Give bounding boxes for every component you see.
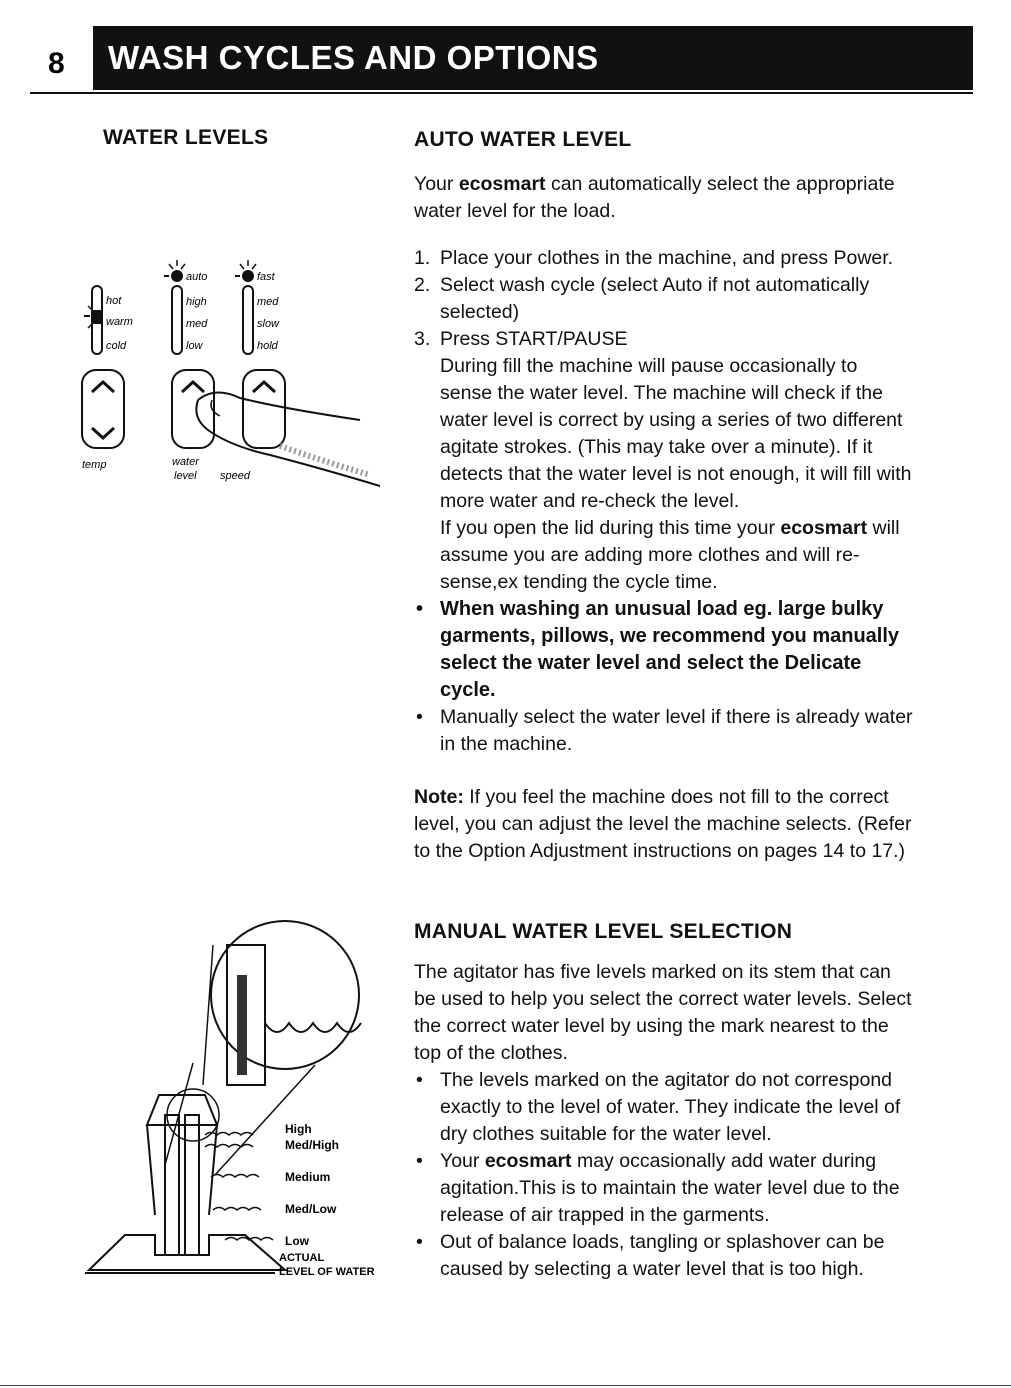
speed-option-slow: slow: [257, 318, 280, 330]
list-item: [414, 596, 914, 704]
magnified-view: [211, 921, 359, 1069]
header-rule: [30, 92, 973, 94]
caption-level-of-water: LEVEL OF WATER: [279, 1266, 375, 1278]
auto-steps-list: [414, 245, 914, 353]
bullet-dot: •: [416, 1231, 423, 1253]
page-title: WASH CYCLES AND OPTIONS: [108, 39, 599, 76]
page-number: 8: [48, 47, 65, 80]
level-label-low: Low: [285, 1234, 309, 1248]
bullet-text-before: Your: [440, 1150, 485, 1172]
temp-button: [82, 370, 124, 448]
temp-indicator: [84, 286, 133, 354]
list-item: [414, 1067, 914, 1148]
step-number: 3.: [414, 328, 431, 350]
lid-note-before: If you open the lid during this time your: [440, 517, 781, 539]
manual-bullets: [414, 1067, 914, 1283]
auto-intro: [414, 171, 914, 225]
step3-detail: During fill the machine will pause occasionally to sense the water level. The machine will check if the water level is correct by using a series of two different agitate strokes. (This may take over a minute). If it detects that the water level is not enough, it will fill with more water and re-check the level.: [440, 355, 912, 512]
auto-bullets: [414, 596, 914, 758]
note-section: [414, 784, 914, 865]
water-label-line2: level: [174, 470, 197, 482]
brand-name: ecosmart: [458, 173, 546, 195]
bullet-dot: •: [416, 598, 424, 620]
speed-label: speed: [220, 470, 250, 482]
temp-option-hot: hot: [106, 295, 122, 307]
level-label-high: High: [285, 1122, 312, 1136]
level-label-med-high: Med/High: [285, 1138, 339, 1152]
auto-intro-before: Your: [414, 173, 459, 195]
bottom-rule: [0, 1385, 1011, 1386]
list-item: [414, 1229, 914, 1283]
note-text: If you feel the machine does not fill to the correct level, you can adjust the level the machine selects. (Refer to the Option Adjustment instructions on pages 14 to 17.): [414, 786, 912, 862]
temp-option-warm: warm: [106, 316, 133, 328]
bullet-dot: •: [416, 1069, 423, 1091]
note-label: Note:: [414, 786, 464, 808]
water-option-auto: auto: [186, 271, 208, 283]
step-number: 1.: [414, 247, 431, 269]
speed-button: [243, 370, 285, 448]
auto-water-level-heading: AUTO WATER LEVEL: [414, 128, 632, 151]
bullet-text: The levels marked on the agitator do not correspond exactly to the level of water. They indicate the level of dry clothes suitable for the water level.: [440, 1069, 901, 1145]
manual-intro: The agitator has five levels marked on its stem that can be used to help you select the correct water levels. Select the correct water level by using the mark nearest to the top of the clothes.: [414, 961, 912, 1064]
brand-name: ecosmart: [484, 1150, 572, 1172]
level-label-med-low: Med/Low: [285, 1202, 337, 1216]
bullet-text: Manually select the water level if there is already water in the machine.: [440, 706, 913, 755]
step-text: Select wash cycle (select Auto if not automatically selected): [440, 274, 870, 323]
list-item: [414, 704, 914, 758]
auto-water-level-section: [414, 126, 914, 758]
temp-option-cold: cold: [106, 340, 127, 352]
step-text: Place your clothes in the machine, and press Power.: [440, 247, 894, 269]
water-levels-heading: WATER LEVELS: [103, 126, 269, 149]
bullet-text: Out of balance loads, tangling or splashover can be caused by selecting a water level that is too high.: [440, 1231, 885, 1280]
bullet-dot: •: [416, 706, 423, 728]
water-option-low: low: [186, 340, 203, 352]
water-level-indicator: [164, 260, 208, 354]
water-option-med: med: [186, 318, 208, 330]
list-item: [414, 1148, 914, 1229]
step-number: 2.: [414, 274, 431, 296]
water-level-button: [172, 370, 214, 448]
agitator-illustration: [85, 915, 405, 1295]
speed-option-hold: hold: [257, 340, 278, 352]
bullet-dot: •: [416, 1150, 423, 1172]
bullet-bold-text: When washing an unusual load eg. large bulky garments, pillows, we recommend you manually select the water level and select the Delicate cycle.: [440, 598, 900, 701]
manual-water-level-section: [414, 918, 914, 1283]
list-item: [414, 245, 914, 272]
temp-label: temp: [82, 459, 107, 471]
list-item: [414, 272, 914, 326]
brand-name: ecosmart: [780, 517, 868, 539]
step-text: Press START/PAUSE: [440, 328, 628, 350]
speed-option-fast: fast: [257, 271, 275, 283]
speed-indicator: [235, 260, 280, 354]
caption-actual: ACTUAL: [279, 1252, 325, 1264]
note-paragraph: [414, 784, 914, 865]
water-label-line1: water: [172, 456, 199, 468]
water-option-high: high: [186, 296, 207, 308]
manual-water-level-heading: MANUAL WATER LEVEL SELECTION: [414, 920, 793, 943]
list-item: [414, 326, 914, 353]
speed-option-med: med: [257, 296, 279, 308]
auto-intro-after: can automatically select the appropriate water level for the load.: [414, 173, 895, 222]
step3-lid-note: [414, 515, 914, 596]
lid-note-after: will assume you are adding more clothes and will re-sense,ex tending the cycle time.: [440, 517, 900, 593]
control-panel-illustration: [80, 250, 380, 520]
level-label-medium: Medium: [285, 1170, 331, 1184]
bullet-text-after: may occasionally add water during agitation.This is to maintain the water level due to the release of air trapped in the garments.: [440, 1150, 900, 1226]
